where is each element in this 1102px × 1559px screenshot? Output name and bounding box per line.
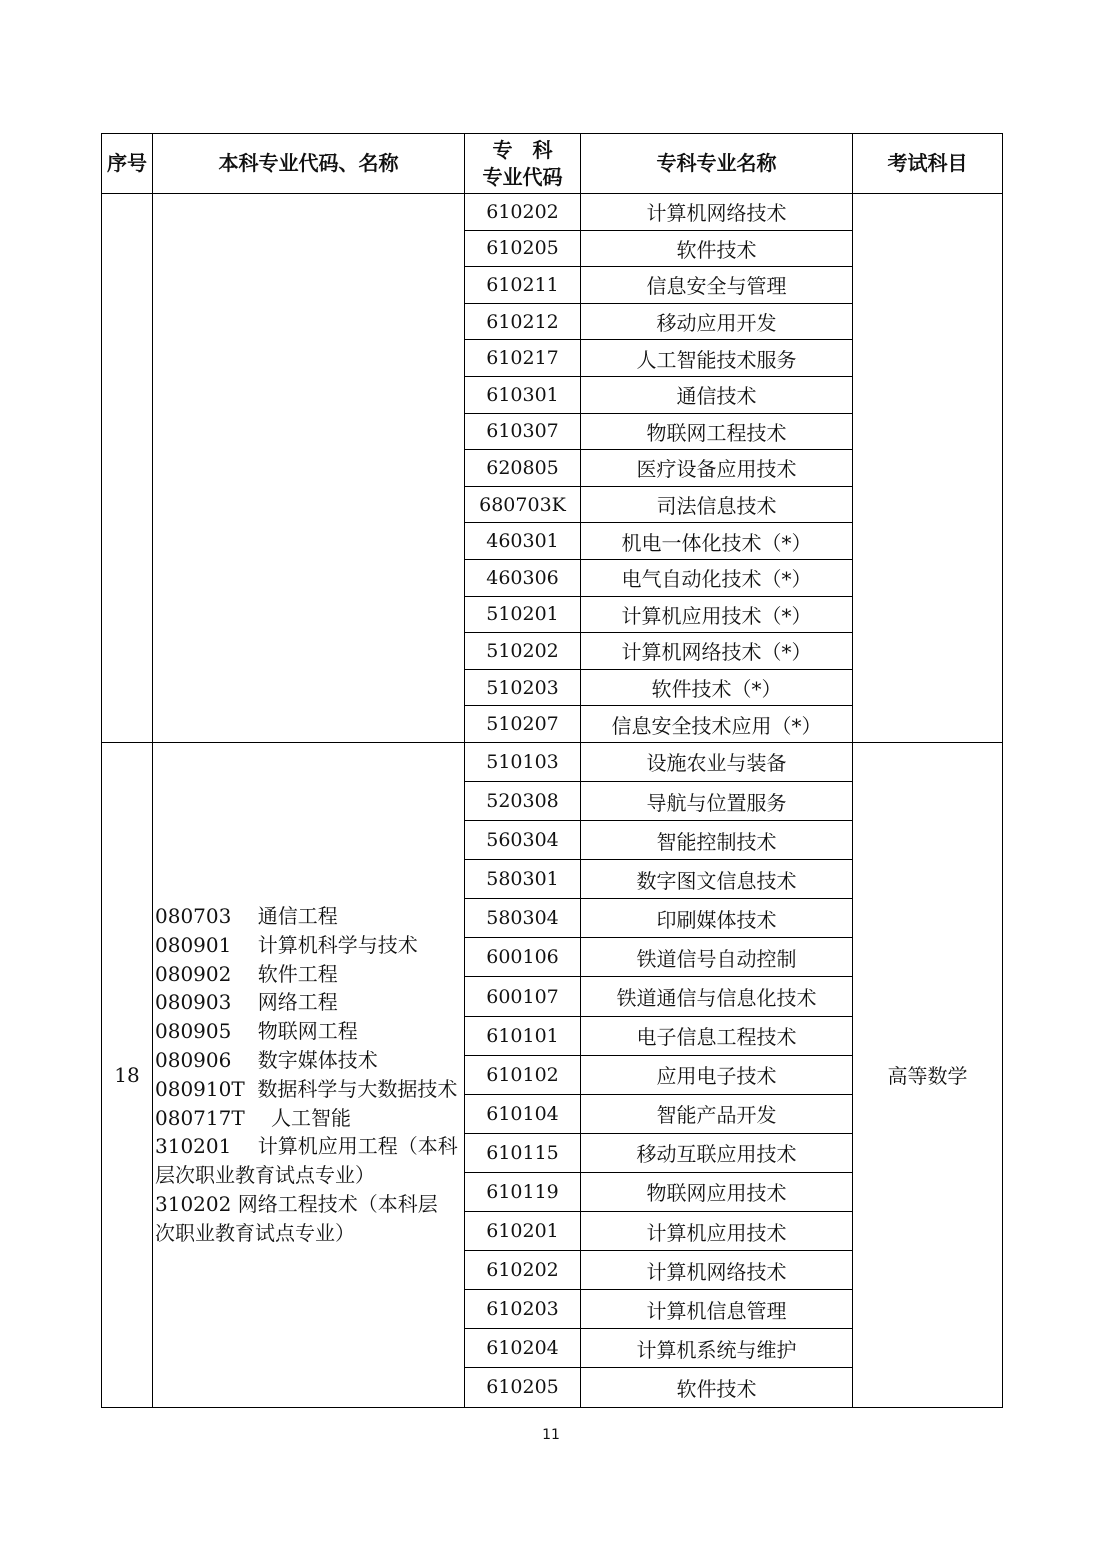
specialty-name: 计算机应用技术（*） bbox=[581, 596, 853, 633]
specialty-name: 数字图文信息技术 bbox=[581, 860, 853, 899]
specialty-name: 印刷媒体技术 bbox=[581, 899, 853, 938]
bachelor-major-line: 310201 计算机应用工程（本科 bbox=[155, 1134, 458, 1159]
bachelor-major-line: 080902 软件工程 bbox=[155, 961, 338, 986]
header-code bbox=[465, 134, 581, 194]
specialty-code: 510207 bbox=[465, 706, 581, 743]
specialty-code: 610212 bbox=[465, 303, 581, 340]
bachelor-major-line: 310202 网络工程技术（本科层 bbox=[155, 1191, 438, 1216]
bachelor-major-line: 次职业教育试点专业） bbox=[155, 1220, 355, 1245]
specialty-code: 610202 bbox=[465, 1251, 581, 1290]
specialty-name: 电气自动化技术（*） bbox=[581, 559, 853, 596]
specialty-code: 610119 bbox=[465, 1172, 581, 1211]
bachelor-major-line: 080703 通信工程 bbox=[155, 903, 338, 928]
specialty-code: 680703K bbox=[465, 486, 581, 523]
specialty-name: 计算机网络技术（*） bbox=[581, 633, 853, 670]
group2-bachelor-list bbox=[153, 742, 465, 1407]
specialty-name: 信息安全与管理 bbox=[581, 267, 853, 304]
header-bachelor: 本科专业代码、名称 bbox=[153, 134, 465, 194]
header-name: 专科专业名称 bbox=[581, 134, 853, 194]
table-row bbox=[102, 742, 1003, 781]
specialty-code: 510103 bbox=[465, 742, 581, 781]
bachelor-major-line: 080905 物联网工程 bbox=[155, 1019, 358, 1044]
specialty-code: 610211 bbox=[465, 267, 581, 304]
group2-exam-subject: 高等数学 bbox=[853, 742, 1003, 1407]
specialty-code: 610104 bbox=[465, 1094, 581, 1133]
specialty-code: 510202 bbox=[465, 633, 581, 670]
specialty-name: 计算机网络技术 bbox=[581, 1251, 853, 1290]
table-header-row bbox=[102, 134, 1003, 194]
specialty-name: 软件技术 bbox=[581, 1368, 853, 1407]
specialty-name: 物联网工程技术 bbox=[581, 413, 853, 450]
specialty-name: 智能控制技术 bbox=[581, 821, 853, 860]
specialty-code: 620805 bbox=[465, 450, 581, 487]
specialty-code: 610307 bbox=[465, 413, 581, 450]
specialty-code: 610205 bbox=[465, 1368, 581, 1407]
specialty-code: 610301 bbox=[465, 376, 581, 413]
specialty-name: 导航与位置服务 bbox=[581, 782, 853, 821]
bachelor-major-line: 080903 网络工程 bbox=[155, 990, 338, 1015]
specialty-name: 计算机网络技术 bbox=[581, 194, 853, 231]
specialty-name: 通信技术 bbox=[581, 376, 853, 413]
specialty-code: 600107 bbox=[465, 977, 581, 1016]
specialty-code: 600106 bbox=[465, 938, 581, 977]
specialty-code: 610102 bbox=[465, 1055, 581, 1094]
specialty-name: 人工智能技术服务 bbox=[581, 340, 853, 377]
specialty-name: 电子信息工程技术 bbox=[581, 1016, 853, 1055]
specialty-name: 移动应用开发 bbox=[581, 303, 853, 340]
specialty-name: 司法信息技术 bbox=[581, 486, 853, 523]
header-exam: 考试科目 bbox=[853, 134, 1003, 194]
specialty-name: 机电一体化技术（*） bbox=[581, 523, 853, 560]
bachelor-major-line: 080717T 人工智能 bbox=[155, 1105, 352, 1130]
specialty-name: 软件技术 bbox=[581, 230, 853, 267]
specialty-code: 610205 bbox=[465, 230, 581, 267]
bachelor-major-line: 080906 数字媒体技术 bbox=[155, 1047, 378, 1072]
header-seq: 序号 bbox=[102, 134, 153, 194]
specialty-name: 医疗设备应用技术 bbox=[581, 450, 853, 487]
group1-seq-cell bbox=[102, 194, 153, 743]
group1-bachelor-cell bbox=[153, 194, 465, 743]
specialty-name: 物联网应用技术 bbox=[581, 1172, 853, 1211]
table-row bbox=[102, 194, 1003, 231]
specialty-code: 520308 bbox=[465, 782, 581, 821]
specialty-code: 580304 bbox=[465, 899, 581, 938]
specialty-name: 智能产品开发 bbox=[581, 1094, 853, 1133]
header-code-line2: 专业代码 bbox=[482, 164, 563, 189]
group1-exam-cell bbox=[853, 194, 1003, 743]
bachelor-major-line: 080910T 数据科学与大数据技术 bbox=[155, 1076, 458, 1101]
specialty-code: 460306 bbox=[465, 559, 581, 596]
specialty-name: 设施农业与装备 bbox=[581, 742, 853, 781]
specialty-code: 460301 bbox=[465, 523, 581, 560]
specialty-code: 560304 bbox=[465, 821, 581, 860]
page-number: 11 bbox=[542, 1427, 560, 1443]
specialty-code: 610204 bbox=[465, 1329, 581, 1368]
specialty-name: 应用电子技术 bbox=[581, 1055, 853, 1094]
header-code-line1: 专 科 bbox=[492, 137, 553, 162]
bachelor-major-line: 层次职业教育试点专业） bbox=[155, 1163, 375, 1188]
specialty-code: 610217 bbox=[465, 340, 581, 377]
specialty-code: 610101 bbox=[465, 1016, 581, 1055]
majors-table bbox=[101, 133, 1003, 1408]
specialty-code: 610201 bbox=[465, 1212, 581, 1251]
specialty-code: 610202 bbox=[465, 194, 581, 231]
specialty-name: 铁道信号自动控制 bbox=[581, 938, 853, 977]
specialty-name: 移动互联应用技术 bbox=[581, 1133, 853, 1172]
specialty-code: 610203 bbox=[465, 1290, 581, 1329]
specialty-name: 信息安全技术应用（*） bbox=[581, 706, 853, 743]
specialty-name: 铁道通信与信息化技术 bbox=[581, 977, 853, 1016]
specialty-name: 计算机系统与维护 bbox=[581, 1329, 853, 1368]
bachelor-major-line: 080901 计算机科学与技术 bbox=[155, 932, 418, 957]
specialty-code: 610115 bbox=[465, 1133, 581, 1172]
specialty-code: 510203 bbox=[465, 669, 581, 706]
specialty-name: 计算机信息管理 bbox=[581, 1290, 853, 1329]
specialty-name: 软件技术（*） bbox=[581, 669, 853, 706]
group2-seq-cell: 18 bbox=[102, 742, 153, 1407]
specialty-name: 计算机应用技术 bbox=[581, 1212, 853, 1251]
specialty-code: 510201 bbox=[465, 596, 581, 633]
specialty-code: 580301 bbox=[465, 860, 581, 899]
